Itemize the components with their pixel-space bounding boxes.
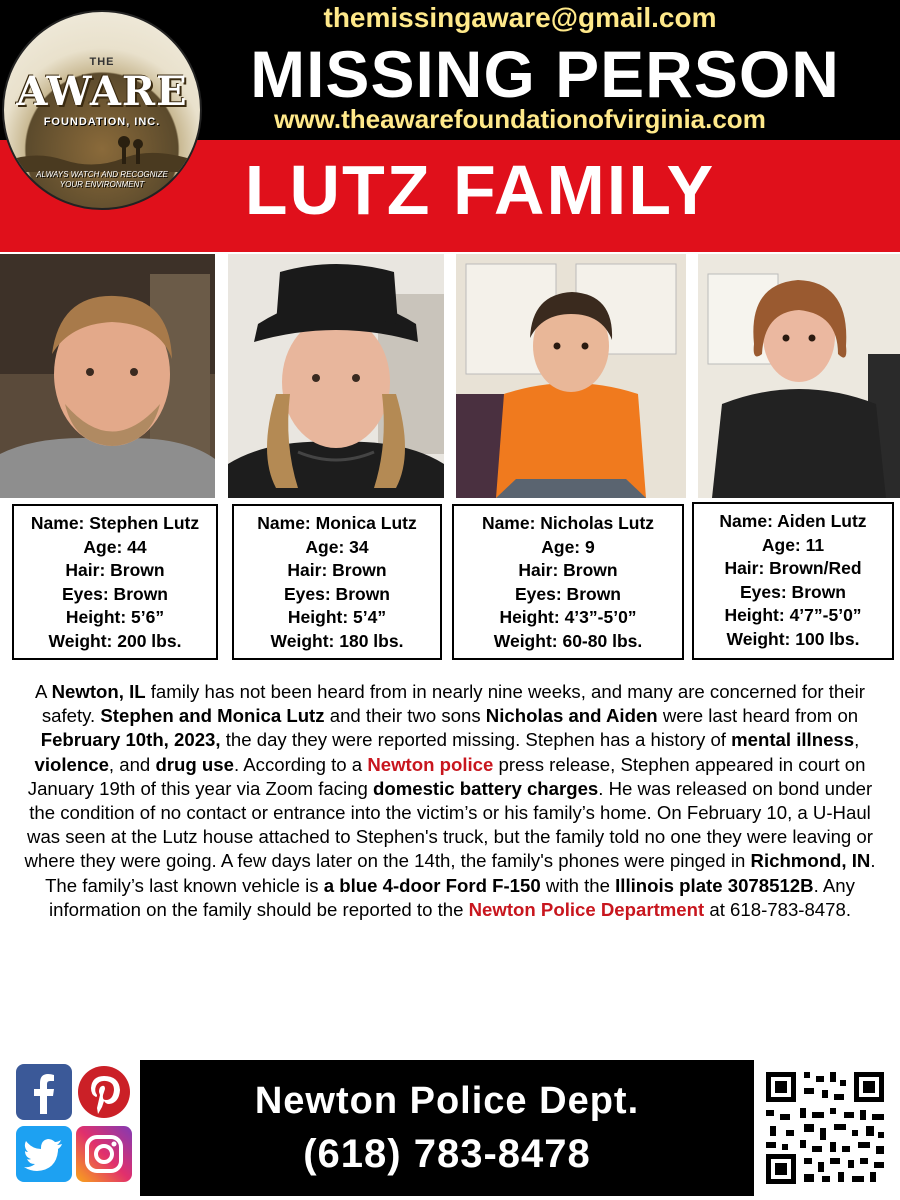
person-age: Age: 34 <box>305 536 369 557</box>
person-hair: Hair: Brown <box>518 560 618 580</box>
contact-email[interactable]: themissingaware@gmail.com <box>323 2 717 33</box>
logo-landscape-icon <box>4 132 200 172</box>
police-department-name: Newton Police Dept. <box>254 1080 640 1122</box>
photo-nicholas <box>456 254 686 498</box>
person-weight: Weight: 200 lbs. <box>48 630 182 651</box>
person-eyes: Eyes: Brown <box>284 583 390 604</box>
instagram-icon[interactable] <box>76 1126 132 1182</box>
police-contact-banner <box>140 1060 754 1196</box>
person-height: Height: 5’4” <box>287 607 387 627</box>
person-eyes: Eyes: Brown <box>515 583 621 604</box>
case-description: A Newton, IL family has not been heard from in nearly nine weeks, and many are concerned for their safety. Stephen and Monica Lutz and their two sons Nicholas and Aiden were last heard from on February 10th, 2023, the day they were reported missing. Stephen has a history of mental illness, violence, and drug use. According to a Newton police press release, Stephen appeared in court on January 19th of this year via Zoom facing domestic battery charges. He was released on bond under the condition of no contact or entrance into the victim’s or his family’s home. On February 10, a U-Haul was seen at the Lutz house attached to Stephen's truck, but the family told no one they were leaving or where they were going. A few days later on the 14th, the family's phones were pinged in Richmond, IN. The family’s last known vehicle is a blue 4-door Ford F-150 with the Illinois plate 3078512B. Any information on the family should be reported to the Newton Police Department at 618-783-8478. <box>24 681 876 920</box>
poster-title: MISSING PERSON <box>250 37 840 111</box>
info-card-monica <box>232 504 442 660</box>
person-name: Name: Monica Lutz <box>257 513 417 533</box>
person-age: Age: 11 <box>761 534 825 555</box>
logo-tagline: ALWAYS WATCH AND RECOGNIZE YOUR ENVIRONMENT <box>36 170 168 189</box>
photo-stephen <box>0 254 215 498</box>
facebook-icon[interactable] <box>16 1064 72 1120</box>
person-height: Height: 4’3”-5’0” <box>499 607 637 627</box>
foundation-website[interactable]: www.theawarefoundationofvirginia.com <box>274 104 766 134</box>
person-age: Age: 9 <box>541 536 595 557</box>
person-height: Height: 5’6” <box>65 607 165 627</box>
twitter-icon[interactable] <box>16 1126 72 1182</box>
person-height: Height: 4’7”-5’0” <box>724 605 862 625</box>
qr-code-icon[interactable] <box>760 1066 890 1190</box>
logo-the-text: THE <box>89 56 115 68</box>
person-eyes: Eyes: Brown <box>62 583 168 604</box>
pinterest-icon[interactable] <box>76 1064 132 1120</box>
photo-aiden <box>698 254 900 498</box>
logo-aware-text: AWARE <box>16 68 188 115</box>
aware-foundation-logo <box>2 10 202 210</box>
person-weight: Weight: 180 lbs. <box>270 630 404 651</box>
person-name: Name: Nicholas Lutz <box>481 513 655 533</box>
person-hair: Hair: Brown <box>287 560 387 580</box>
police-phone-number[interactable]: (618) 783-8478 <box>303 1132 591 1176</box>
person-name: Name: Aiden Lutz <box>719 511 867 531</box>
person-age: Age: 44 <box>83 536 147 557</box>
info-card-aiden <box>692 502 894 660</box>
logo-foundation-text: FOUNDATION, INC. <box>43 116 161 128</box>
person-weight: Weight: 60-80 lbs. <box>493 630 643 651</box>
person-hair: Hair: Brown/Red <box>724 558 862 578</box>
info-card-nicholas <box>452 504 684 660</box>
person-name: Name: Stephen Lutz <box>30 513 200 533</box>
person-eyes: Eyes: Brown <box>740 581 846 602</box>
family-name-heading: LUTZ FAMILY <box>244 151 716 229</box>
person-weight: Weight: 100 lbs. <box>726 628 860 649</box>
person-hair: Hair: Brown <box>65 560 165 580</box>
photo-monica <box>228 254 444 498</box>
info-card-stephen <box>12 504 218 660</box>
